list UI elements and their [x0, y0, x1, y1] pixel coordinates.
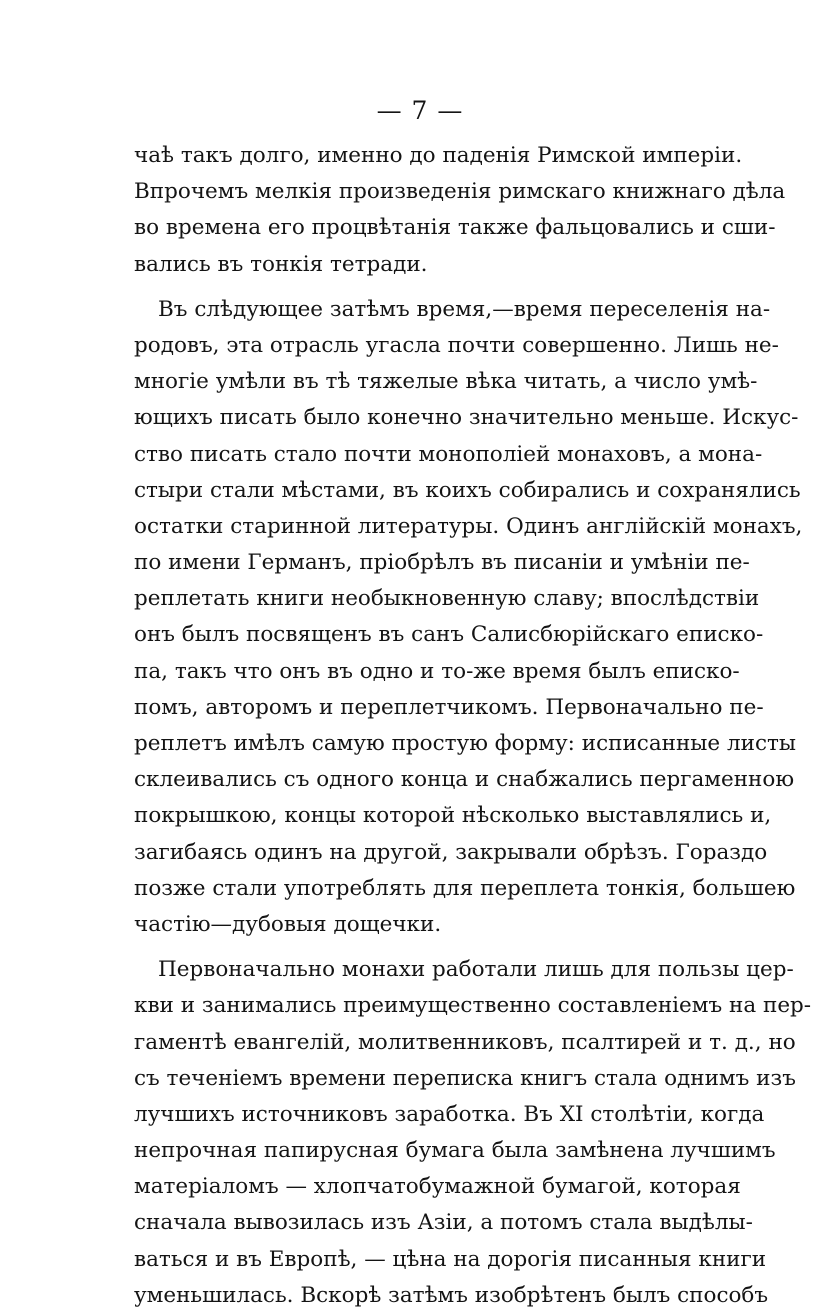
text-line: склеивались съ одного конца и снабжались пергаменною — [134, 767, 795, 793]
text-line: Впрочемъ мелкія произведенія римскаго книжнаго дѣла — [134, 179, 786, 205]
text-line: по имени Германъ, пріобрѣлъ въ писаніи и умѣніи пе- — [134, 550, 750, 576]
text-line: матеріаломъ — хлопчатобумажной бумагой, которая — [134, 1174, 741, 1200]
paragraph-1 — [134, 138, 786, 283]
text-line: покрышкою, концы которой нѣсколько выставлялись и, — [134, 803, 772, 829]
text-line: лучшихъ источниковъ заработка. Въ XI столѣтіи, когда — [134, 1101, 765, 1127]
text-line: родовъ, эта отрасль угасла почти совершенно. Лишь не- — [134, 332, 779, 358]
text-line: многіе умѣли въ тѣ тяжелые вѣка читать, а число умѣ- — [134, 369, 758, 395]
text-line: чаѣ такъ долго, именно до паденія Римской имперіи. — [134, 143, 743, 168]
text-line: реплетъ имѣлъ самую простую форму: исписанные листы — [134, 731, 796, 756]
text-line: остатки старинной литературы. Одинъ англійскій монахъ, — [134, 513, 803, 539]
text-line: уменьшилась. Вскорѣ затѣмъ изобрѣтенъ былъ способъ — [134, 1282, 769, 1308]
text-line: ваться и въ Европѣ, — цѣна на дорогія писанныя книги — [134, 1246, 767, 1272]
text-line: онъ былъ посвященъ въ санъ Салисбюрійскаго еписко- — [134, 622, 764, 648]
text-line: кви и занимались преимущественно составленіемъ на пер- — [134, 993, 812, 1019]
page-number: — 7 — — [376, 96, 464, 125]
text-line: стыри стали мѣстами, въ коихъ собирались и сохранялись — [134, 477, 801, 503]
text-line: частію—дубовыя дощечки. — [134, 911, 442, 937]
text-line: па, такъ что онъ въ одно и то-же время былъ еписко- — [134, 658, 740, 684]
text-line: Въ слѣдующее затѣмъ время,—время переселенія на- — [158, 296, 771, 322]
text-line: вались въ тонкія тетради. — [134, 251, 428, 277]
body-text — [134, 138, 812, 1314]
text-line: ющихъ писать было конечно значительно меньше. Искус- — [134, 405, 799, 431]
paragraph-3 — [134, 952, 812, 1314]
text-line: ство писать стало почти монополіей монаховъ, а мона- — [134, 441, 763, 467]
text-line: Первоначально монахи работали лишь для пользы цер- — [158, 957, 794, 983]
paragraph-2 — [134, 292, 803, 943]
text-line: непрочная папирусная бумага была замѣнена лучшимъ — [134, 1138, 776, 1164]
text-line: помъ, авторомъ и переплетчикомъ. Первоначально пе- — [134, 694, 764, 720]
text-line: во времена его процвѣтанія также фальцовались и сши- — [134, 215, 776, 241]
text-line: загибаясь одинъ на другой, закрывали обрѣзъ. Гораздо — [134, 839, 768, 865]
text-line: реплетать книги необыкновенную славу; впослѣдствіи — [134, 586, 760, 612]
text-line: сначала вывозилась изъ Азіи, а потомъ стала выдѣлы- — [134, 1210, 753, 1236]
text-line: гаментѣ евангелій, молитвенниковъ, псалтирей и т. д., но — [134, 1029, 796, 1055]
text-line: съ теченіемъ времени переписка книгъ стала однимъ изъ — [134, 1065, 796, 1091]
text-line: позже стали употреблять для переплета тонкія, большею — [134, 875, 796, 901]
